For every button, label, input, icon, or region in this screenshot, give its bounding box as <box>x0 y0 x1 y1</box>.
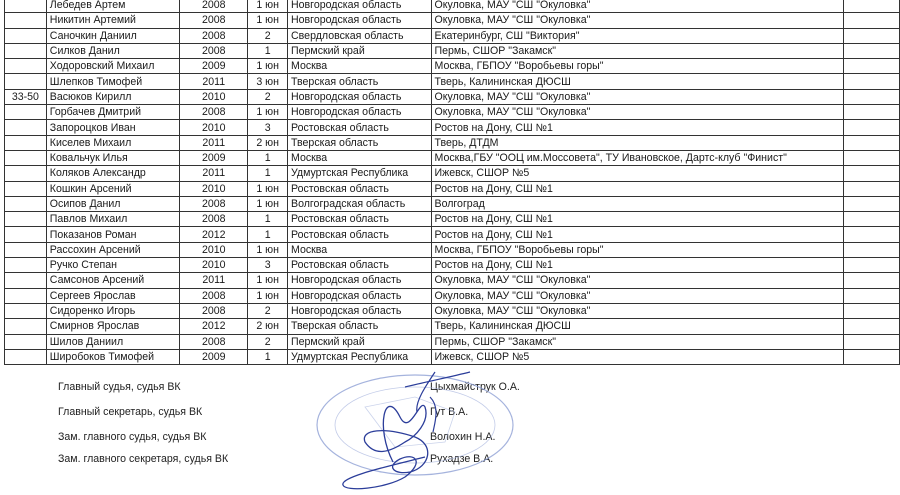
cell-year: 2009 <box>180 150 248 165</box>
cell-region: Ростовская область <box>288 181 432 196</box>
cell-extra <box>844 43 900 58</box>
cell-place <box>5 59 47 74</box>
cell-rank: 3 юн <box>248 74 288 89</box>
cell-name: Павлов Михаил <box>46 212 179 227</box>
cell-region: Удмуртская Республика <box>288 349 432 364</box>
chief-judge-name: Цыхмайструк О.А. <box>430 381 520 393</box>
cell-region: Волгоградская область <box>288 196 432 211</box>
cell-rank: 1 <box>248 150 288 165</box>
cell-region: Новгородская область <box>288 288 432 303</box>
cell-rank: 1 юн <box>248 105 288 120</box>
table-row <box>5 258 900 273</box>
cell-region: Ростовская область <box>288 212 432 227</box>
cell-club: Окуловка, МАУ "СШ "Окуловка" <box>431 89 844 104</box>
cell-year: 2008 <box>180 105 248 120</box>
cell-club: Ростов на Дону, СШ №1 <box>431 227 844 242</box>
cell-extra <box>844 135 900 150</box>
cell-place <box>5 288 47 303</box>
cell-rank: 1 <box>248 43 288 58</box>
cell-extra <box>844 212 900 227</box>
table-row <box>5 319 900 334</box>
cell-club: Окуловка, МАУ "СШ "Окуловка" <box>431 105 844 120</box>
table-row <box>5 74 900 89</box>
cell-year: 2008 <box>180 43 248 58</box>
cell-rank: 1 юн <box>248 59 288 74</box>
cell-extra <box>844 334 900 349</box>
table-row <box>5 273 900 288</box>
cell-region: Свердловская область <box>288 28 432 43</box>
table-row <box>5 181 900 196</box>
cell-name: Силков Данил <box>46 43 179 58</box>
cell-club: Пермь, СШОР "Закамск" <box>431 43 844 58</box>
cell-place <box>5 181 47 196</box>
cell-region: Пермский край <box>288 43 432 58</box>
cell-place <box>5 166 47 181</box>
cell-extra <box>844 242 900 257</box>
cell-extra <box>844 288 900 303</box>
cell-club: Ижевск, СШОР №5 <box>431 349 844 364</box>
cell-region: Тверская область <box>288 319 432 334</box>
cell-year: 2010 <box>180 181 248 196</box>
cell-place <box>5 150 47 165</box>
cell-club: Окуловка, МАУ "СШ "Окуловка" <box>431 0 844 13</box>
cell-rank: 1 юн <box>248 0 288 13</box>
cell-rank: 2 <box>248 89 288 104</box>
cell-name: Шилов Даниил <box>46 334 179 349</box>
cell-region: Тверская область <box>288 74 432 89</box>
cell-place <box>5 196 47 211</box>
cell-rank: 1 юн <box>248 181 288 196</box>
cell-name: Лебедев Артем <box>46 0 179 13</box>
cell-club: Окуловка, МАУ "СШ "Окуловка" <box>431 273 844 288</box>
table-row <box>5 288 900 303</box>
results-table <box>4 0 900 365</box>
cell-name: Кошкин Арсений <box>46 181 179 196</box>
cell-name: Сергеев Ярослав <box>46 288 179 303</box>
cell-club: Москва, ГБПОУ "Воробьевы горы" <box>431 59 844 74</box>
cell-year: 2011 <box>180 273 248 288</box>
cell-region: Москва <box>288 242 432 257</box>
cell-extra <box>844 273 900 288</box>
cell-place <box>5 120 47 135</box>
cell-name: Шлепков Тимофей <box>46 74 179 89</box>
cell-club: Тверь, ДТДМ <box>431 135 844 150</box>
cell-club: Ростов на Дону, СШ №1 <box>431 120 844 135</box>
deputy-judge-title: Зам. главного судья, судья ВК <box>58 431 207 443</box>
cell-region: Новгородская область <box>288 303 432 318</box>
table-row <box>5 120 900 135</box>
cell-year: 2008 <box>180 0 248 13</box>
cell-rank: 1 юн <box>248 273 288 288</box>
cell-rank: 2 <box>248 334 288 349</box>
cell-extra <box>844 303 900 318</box>
cell-year: 2010 <box>180 258 248 273</box>
cell-place <box>5 74 47 89</box>
cell-club: Тверь, Калининская ДЮСШ <box>431 319 844 334</box>
cell-rank: 2 <box>248 303 288 318</box>
table-row <box>5 334 900 349</box>
cell-region: Новгородская область <box>288 13 432 28</box>
table-row <box>5 212 900 227</box>
cell-extra <box>844 150 900 165</box>
cell-extra <box>844 105 900 120</box>
cell-region: Ростовская область <box>288 258 432 273</box>
deputy-secretary-title: Зам. главного секретаря, судья ВК <box>58 453 229 465</box>
cell-extra <box>844 59 900 74</box>
table-row <box>5 28 900 43</box>
cell-region: Новгородская область <box>288 89 432 104</box>
cell-rank: 2 юн <box>248 319 288 334</box>
cell-place <box>5 349 47 364</box>
table-row <box>5 166 900 181</box>
cell-place <box>5 105 47 120</box>
chief-judge-title: Главный судья, судья ВК <box>58 381 181 393</box>
cell-place <box>5 212 47 227</box>
cell-place <box>5 28 47 43</box>
cell-club: Окуловка, МАУ "СШ "Окуловка" <box>431 288 844 303</box>
cell-place <box>5 43 47 58</box>
cell-name: Запороцков Иван <box>46 120 179 135</box>
deputy-secretary-name: Рухадзе В.А. <box>430 453 494 465</box>
cell-year: 2009 <box>180 59 248 74</box>
table-row <box>5 242 900 257</box>
cell-name: Васюков Кирилл <box>46 89 179 104</box>
cell-place: 33-50 <box>5 89 47 104</box>
cell-year: 2008 <box>180 196 248 211</box>
cell-rank: 1 юн <box>248 288 288 303</box>
cell-year: 2010 <box>180 242 248 257</box>
cell-rank: 3 <box>248 120 288 135</box>
cell-name: Смирнов Ярослав <box>46 319 179 334</box>
cell-year: 2008 <box>180 212 248 227</box>
table-row <box>5 59 900 74</box>
cell-extra <box>844 196 900 211</box>
cell-region: Пермский край <box>288 334 432 349</box>
cell-place <box>5 273 47 288</box>
cell-year: 2008 <box>180 334 248 349</box>
cell-name: Рассохин Арсений <box>46 242 179 257</box>
cell-region: Ростовская область <box>288 227 432 242</box>
cell-extra <box>844 74 900 89</box>
cell-region: Ростовская область <box>288 120 432 135</box>
cell-extra <box>844 0 900 13</box>
cell-name: Никитин Артемий <box>46 13 179 28</box>
cell-place <box>5 227 47 242</box>
cell-rank: 1 юн <box>248 196 288 211</box>
cell-name: Осипов Данил <box>46 196 179 211</box>
cell-place <box>5 135 47 150</box>
cell-name: Ковальчук Илья <box>46 150 179 165</box>
cell-place <box>5 319 47 334</box>
deputy-judge-name: Волохин Н.А. <box>430 431 496 443</box>
cell-name: Ручко Степан <box>46 258 179 273</box>
cell-name: Показанов Роман <box>46 227 179 242</box>
cell-year: 2009 <box>180 349 248 364</box>
cell-club: Москва,ГБУ "ООЦ им.Моссовета", ТУ Ивановское, Дартс-клуб "Финист" <box>431 150 844 165</box>
table-row <box>5 105 900 120</box>
cell-region: Тверская область <box>288 135 432 150</box>
cell-year: 2012 <box>180 319 248 334</box>
cell-club: Ростов на Дону, СШ №1 <box>431 181 844 196</box>
cell-place <box>5 303 47 318</box>
cell-name: Самсонов Арсений <box>46 273 179 288</box>
cell-year: 2011 <box>180 135 248 150</box>
cell-rank: 1 <box>248 166 288 181</box>
chief-secretary-name: Гут В.А. <box>430 406 469 418</box>
cell-club: Пермь, СШОР "Закамск" <box>431 334 844 349</box>
cell-club: Ростов на Дону, СШ №1 <box>431 258 844 273</box>
cell-club: Окуловка, МАУ "СШ "Окуловка" <box>431 13 844 28</box>
table-row <box>5 135 900 150</box>
cell-extra <box>844 89 900 104</box>
table-row <box>5 303 900 318</box>
cell-name: Ходоровский Михаил <box>46 59 179 74</box>
cell-club: Ижевск, СШОР №5 <box>431 166 844 181</box>
cell-rank: 1 юн <box>248 13 288 28</box>
table-row <box>5 89 900 104</box>
cell-place <box>5 334 47 349</box>
cell-club: Окуловка, МАУ "СШ "Окуловка" <box>431 303 844 318</box>
cell-region: Удмуртская Республика <box>288 166 432 181</box>
table-row <box>5 349 900 364</box>
cell-region: Москва <box>288 59 432 74</box>
cell-club: Екатеринбург, СШ "Виктория" <box>431 28 844 43</box>
cell-club: Волгоград <box>431 196 844 211</box>
cell-year: 2008 <box>180 288 248 303</box>
cell-name: Сидоренко Игорь <box>46 303 179 318</box>
cell-place <box>5 258 47 273</box>
cell-extra <box>844 166 900 181</box>
cell-rank: 1 юн <box>248 242 288 257</box>
cell-region: Новгородская область <box>288 0 432 13</box>
cell-rank: 3 <box>248 258 288 273</box>
cell-extra <box>844 227 900 242</box>
cell-extra <box>844 181 900 196</box>
table-row <box>5 196 900 211</box>
cell-year: 2012 <box>180 227 248 242</box>
cell-extra <box>844 13 900 28</box>
cell-rank: 1 <box>248 212 288 227</box>
table-row <box>5 227 900 242</box>
cell-year: 2008 <box>180 13 248 28</box>
table-row <box>5 43 900 58</box>
cell-extra <box>844 258 900 273</box>
cell-extra <box>844 120 900 135</box>
cell-rank: 2 юн <box>248 135 288 150</box>
chief-secretary-title: Главный секретарь, судья ВК <box>58 406 203 418</box>
cell-year: 2008 <box>180 303 248 318</box>
cell-year: 2011 <box>180 166 248 181</box>
cell-extra <box>844 319 900 334</box>
cell-region: Новгородская область <box>288 105 432 120</box>
cell-name: Горбачев Дмитрий <box>46 105 179 120</box>
table-row <box>5 150 900 165</box>
cell-year: 2010 <box>180 89 248 104</box>
cell-rank: 1 <box>248 227 288 242</box>
cell-name: Широбоков Тимофей <box>46 349 179 364</box>
cell-name: Киселев Михаил <box>46 135 179 150</box>
cell-rank: 2 <box>248 28 288 43</box>
cell-club: Тверь, Калининская ДЮСШ <box>431 74 844 89</box>
cell-extra <box>844 349 900 364</box>
cell-year: 2011 <box>180 74 248 89</box>
cell-place <box>5 242 47 257</box>
cell-name: Коляков Александр <box>46 166 179 181</box>
results-table-body <box>5 0 900 365</box>
cell-club: Ростов на Дону, СШ №1 <box>431 212 844 227</box>
cell-place <box>5 0 47 13</box>
cell-region: Новгородская область <box>288 273 432 288</box>
table-row <box>5 13 900 28</box>
cell-region: Москва <box>288 150 432 165</box>
cell-rank: 1 <box>248 349 288 364</box>
cell-year: 2008 <box>180 28 248 43</box>
cell-extra <box>844 28 900 43</box>
cell-year: 2010 <box>180 120 248 135</box>
cell-name: Саночкин Даниил <box>46 28 179 43</box>
cell-club: Москва, ГБПОУ "Воробьевы горы" <box>431 242 844 257</box>
table-row <box>5 0 900 13</box>
cell-place <box>5 13 47 28</box>
